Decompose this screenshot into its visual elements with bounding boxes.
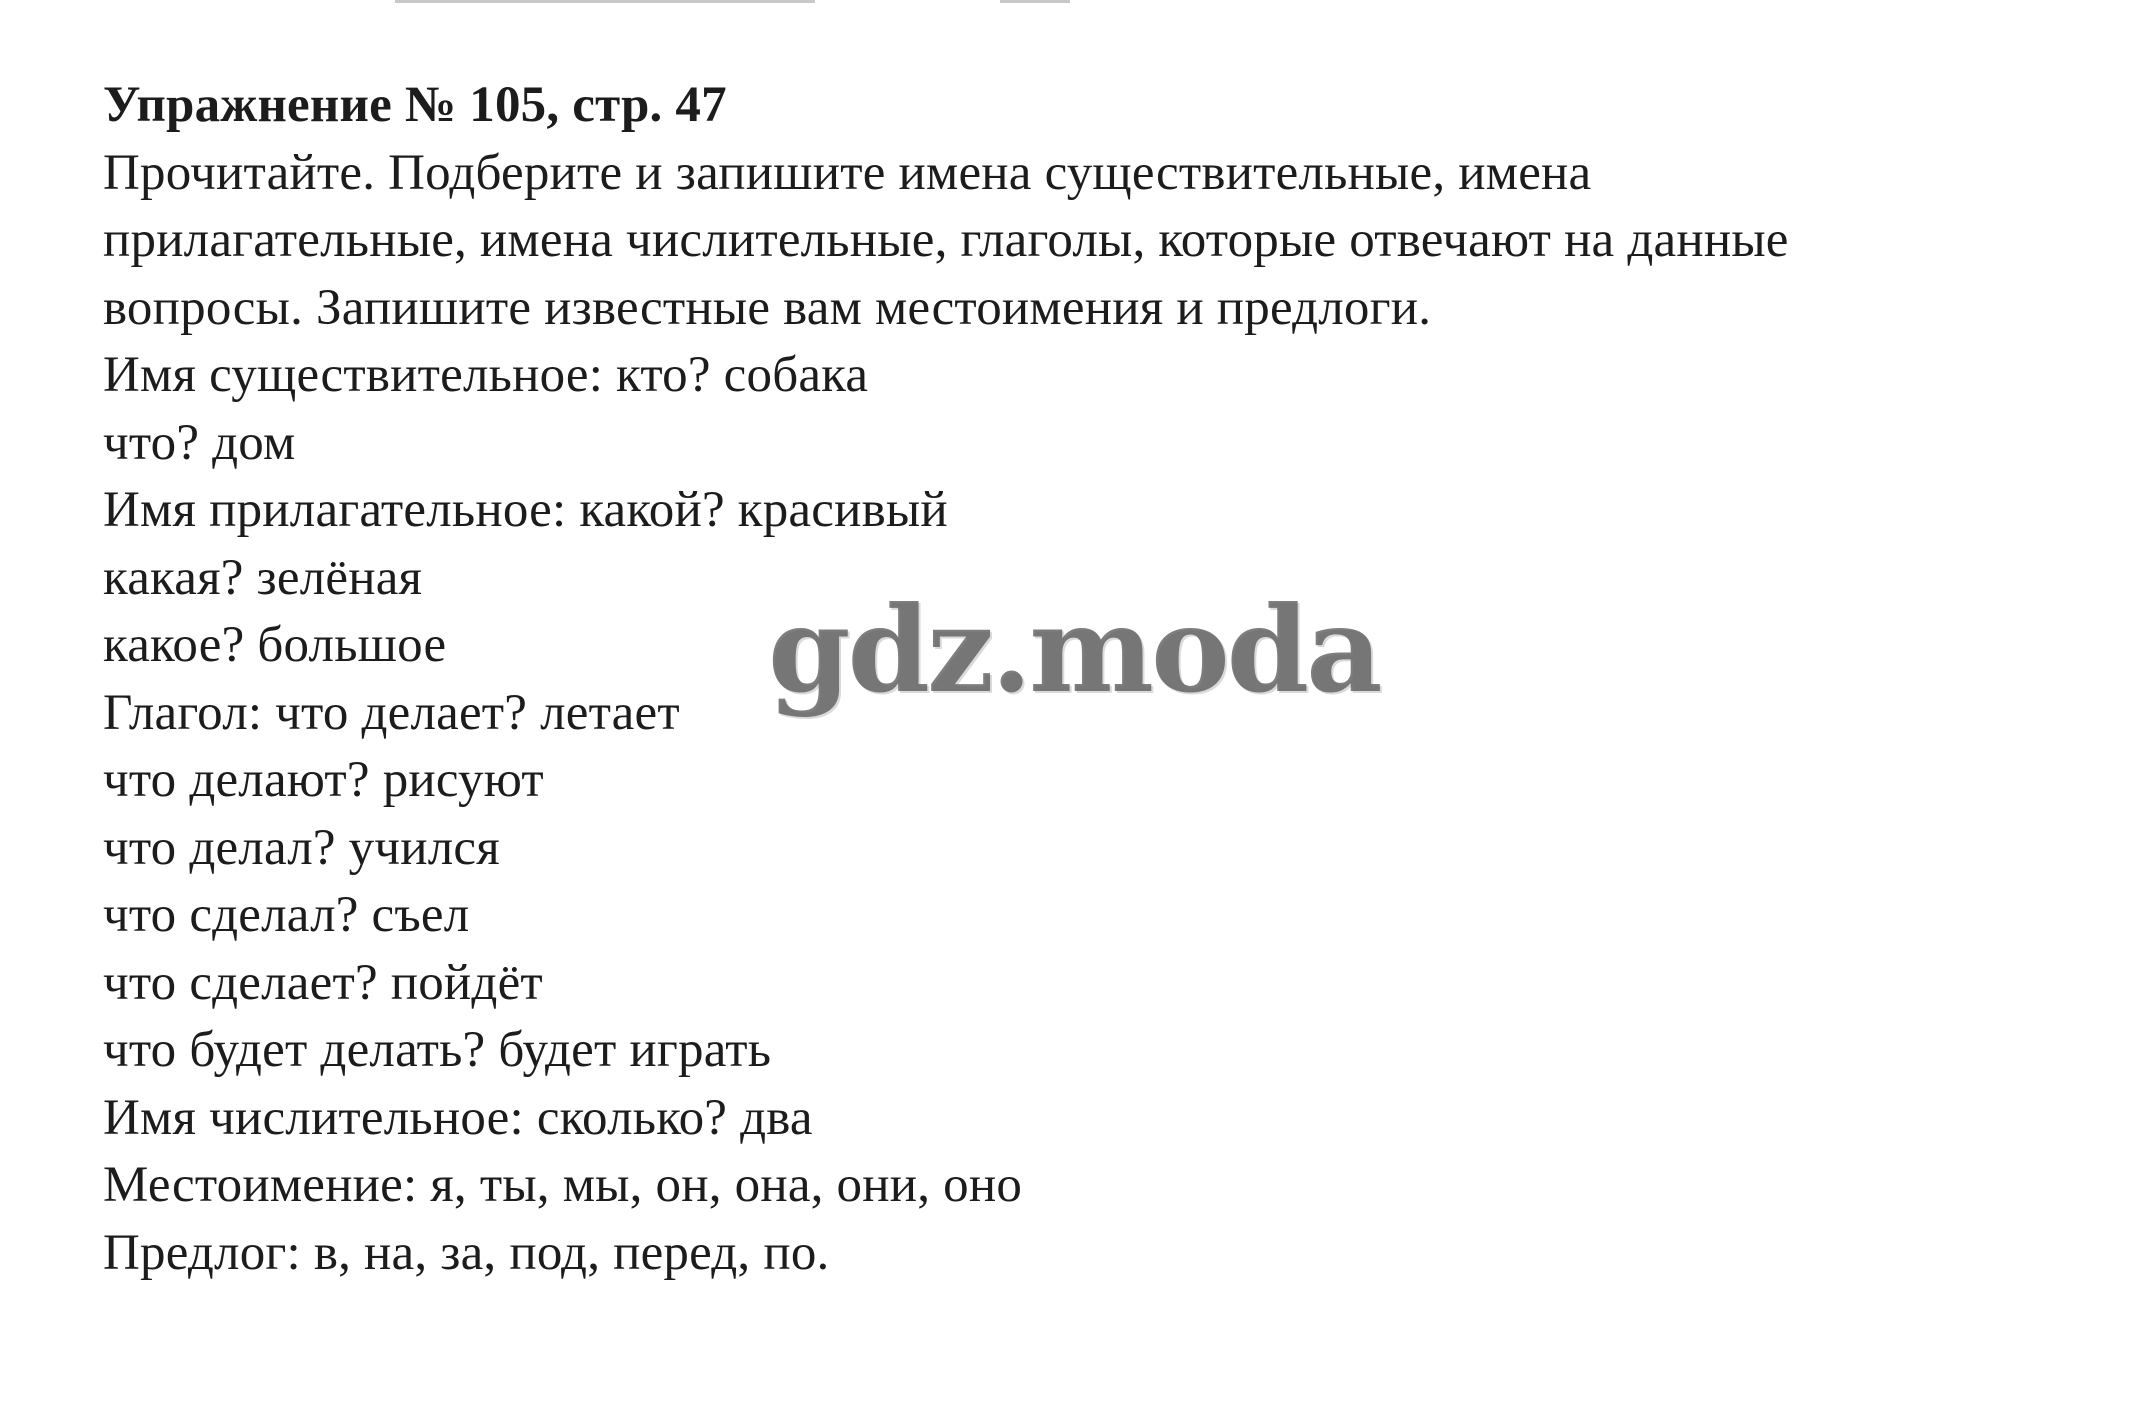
answer-line-verb-present: Глагол: что делает? летает bbox=[103, 684, 680, 741]
answer-line-verb-past-imperfective: что делал? учился bbox=[103, 819, 500, 876]
answer-line-adjective-masc: Имя прилагательное: какой? красивый bbox=[103, 482, 948, 538]
task-text-line: вопросы. Запишите известные вам местоимения и предлоги. bbox=[103, 279, 1432, 336]
exercise-content bbox=[103, 72, 2083, 1287]
answer-line-noun-what: что? дом bbox=[103, 414, 296, 471]
answer-line-verb-past-perfective: что сделал? съел bbox=[103, 887, 470, 943]
answer-line-pronouns: Местоимение: я, ты, мы, он, она, они, оно bbox=[103, 1157, 1023, 1213]
task-text-line: прилагательные, имена числительные, глаголы, которые отвечают на данные bbox=[103, 212, 1789, 268]
scan-edge-mark bbox=[1000, 0, 1070, 3]
answer-line-adjective-neut: какое? большое bbox=[103, 617, 447, 673]
answer-line-verb-future-imperfective: что будет делать? будет играть bbox=[103, 1022, 772, 1078]
scan-edge-mark bbox=[395, 0, 815, 3]
answer-line-verb-future-perfective: что сделает? пойдёт bbox=[103, 954, 543, 1011]
task-text-line: Прочитайте. Подберите и запишите имена существительные, имена bbox=[103, 144, 1592, 201]
answer-line-verb-present-plural: что делают? рисуют bbox=[103, 752, 544, 808]
answer-line-adjective-fem: какая? зелёная bbox=[103, 549, 423, 606]
watermark-logo: gdz.moda bbox=[768, 580, 1380, 719]
answer-line-noun-who: Имя существительное: кто? собака bbox=[103, 347, 869, 403]
answer-line-numeral: Имя числительное: сколько? два bbox=[103, 1089, 813, 1146]
answer-line-prepositions: Предлог: в, на, за, под, перед, по. bbox=[103, 1224, 830, 1281]
exercise-heading: Упражнение № 105, стр. 47 bbox=[103, 77, 727, 133]
